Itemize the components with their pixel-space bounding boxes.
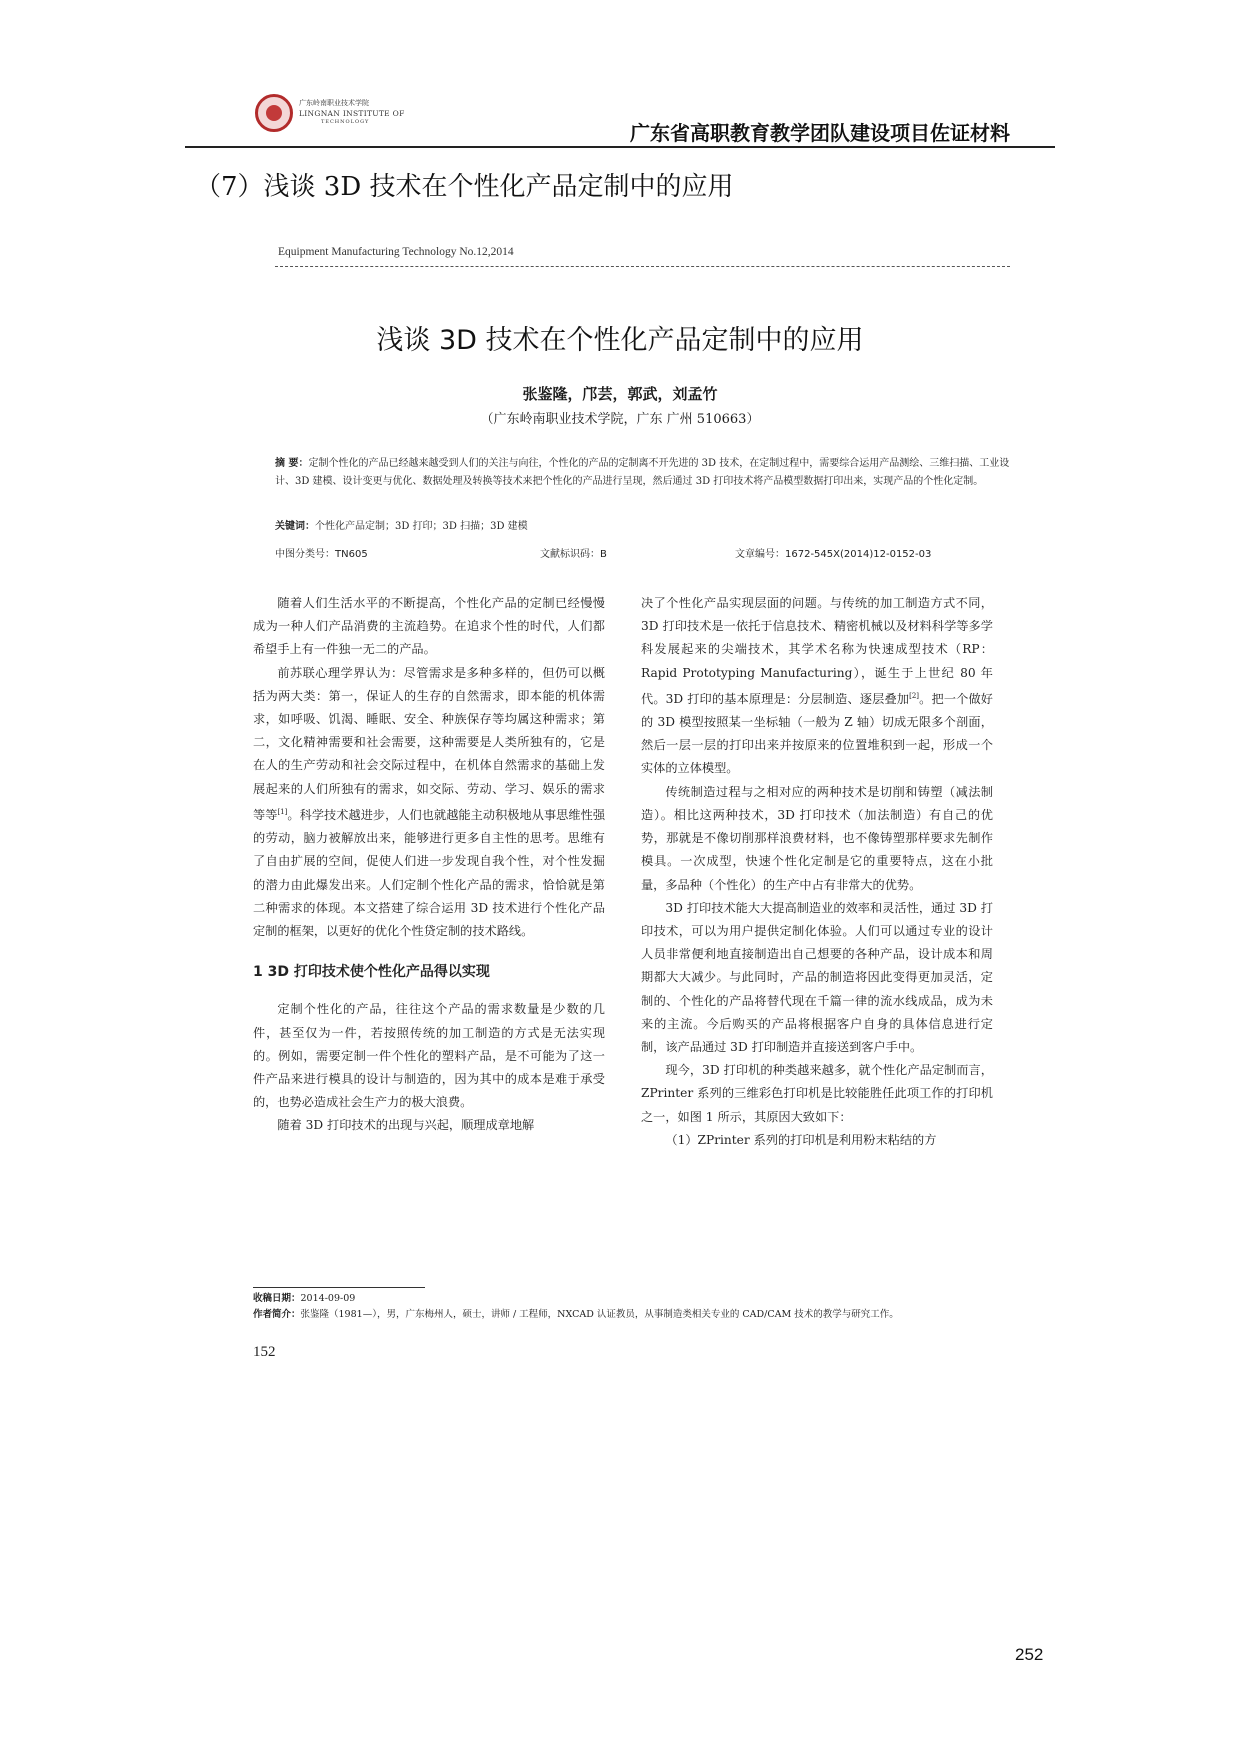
keywords-text: 个性化产品定制；3D 打印；3D 扫描；3D 建模: [315, 521, 528, 532]
logo-en2-text: TECHNOLOGY: [321, 119, 370, 125]
paragraph: 现今，3D 打印机的种类越来越多，就个性化产品定制而言，ZPrinter 系列的三维彩色打印机是比较能胜任此项工作的打印机之一，如图 1 所示，其原因大致如下：: [641, 1063, 993, 1124]
author-bio: [253, 1307, 1013, 1323]
logo-cn-text: 广东岭南职业技术学院: [299, 99, 369, 107]
page-number: 252: [1015, 1645, 1044, 1664]
received-date: [253, 1291, 1013, 1307]
paragraph-text: 。把一个做好的 3D 模型按照某一坐标轴（一般为 Z 轴）切成无限多个剖面，然后一层一层的打印出来并按原来的位置堆积到一起，形成一个实体的立体模型。: [641, 691, 993, 776]
article-authors: 张鉴隆，邝芸，郭武，刘孟竹: [522, 385, 718, 403]
seal-icon: [255, 94, 293, 132]
footnote: [253, 1291, 1013, 1323]
paragraph: [641, 592, 993, 781]
inner-page-number: 152: [253, 1344, 276, 1360]
logo-en-text: LINGNAN INSTITUTE OF: [299, 109, 405, 118]
paragraph: （1）ZPrinter 系列的打印机是利用粉末粘结的方: [665, 1132, 937, 1147]
body-column-left: [253, 592, 605, 1138]
abstract: [275, 455, 1010, 491]
paragraph: [253, 662, 605, 944]
paragraph: 随着 3D 打印技术的出现与兴起，顺理成章地解: [277, 1118, 535, 1133]
author-bio-text: 张鉴隆（1981—），男，广东梅州人，硕士，讲师 / 工程师，NXCAD 认证教员，从事制造类相关专业的 CAD/CAM 技术的教学与研究工作。: [300, 1309, 899, 1320]
header-title: 广东省高职教育教学团队建设项目佐证材料: [630, 121, 1010, 145]
abstract-text: 定制个性化的产品已经越来越受到人们的关注与向往，个性化的产品的定制离不开先进的 3D 技术，在定制过程中，需要综合运用产品测绘、三维扫描、工业设计、3D 建模、设计变更与优化、数据处理及转换等技术来把个性化的产品进行呈现，然后通过 3D 打印技术将产品模型数据打印出来，实现产品的个性化定制。: [275, 458, 1010, 487]
reference-marker: [2]: [909, 691, 920, 700]
article-affiliation: （广东岭南职业技术学院，广东 广州 510663）: [480, 412, 760, 427]
paragraph: 定制个性化的产品，往往这个产品的需求数量是少数的几件，甚至仅为一件，若按照传统的加工制造的方式是无法实现的。例如，需要定制一件个性化的塑料产品，是不可能为了这一件产品来进行模具的设计与制造的，因为其中的成本是难于承受的，也势必造成社会生产力的极大浪费。: [253, 1002, 605, 1110]
body-column-right: [641, 592, 993, 1152]
section-heading: 1 3D 打印技术使个性化产品得以实现: [253, 964, 490, 981]
institute-logo: [255, 94, 555, 134]
paragraph-text: 。科学技术越进步，人们也就越能主动积极地从事思维性强的劳动，脑力被解放出来，能够进行更多自主性的思考。思维有了自由扩展的空间，促使人们进一步发现自我个性，对个性发掘的潜力由此爆发出来。人们定制个性化产品的需求，恰恰就是第二种需求的体现。本文搭建了综合运用 3D 技术进行个性化产品定制的框架，以更好的优化个性贷定制的技术路线。: [253, 807, 606, 938]
paragraph-text: 前苏联心理学界认为：尽管需求是多种多样的，但仍可以概括为两大类：第一，保证人的生存的自然需求，即本能的机体需求，如呼吸、饥渴、睡眠、安全、种族保存等均属这种需求；第二，文化精神需要和社会需要，这种需要是人类所独有的，它是在人的生产劳动和社会交际过程中，在机体自然需求的基础上发展起来的人们所独有的需求，如交际、劳动、学习、娱乐的需求等等: [253, 665, 605, 822]
article-title: 浅谈 3D 技术在个性化产品定制中的应用: [376, 325, 864, 356]
author-bio-label: 作者简介：: [253, 1309, 301, 1320]
keywords: [275, 518, 1010, 536]
section-title: （7）浅谈 3D 技术在个性化产品定制中的应用: [195, 172, 734, 202]
received-label: 收稿日期：: [253, 1293, 301, 1304]
document-code: 文献标识码：B: [540, 549, 607, 560]
paragraph: 3D 打印技术能大大提高制造业的效率和灵活性，通过 3D 打印技术，可以为用户提供定制化体验。人们可以通过专业的设计人员非常便利地直接制造出自己想要的各种产品，设计成本和周期都大大减少。与此同时，产品的制造将因此变得更加灵活，定制的、个性化的产品将替代现在千篇一律的流水线成品，成为未来的主流。今后购买的产品将根据客户自身的具体信息进行定制，该产品通过 3D 打印制造并直接送到客户手中。: [641, 900, 993, 1054]
journal-divider: [275, 266, 1010, 268]
received-value: 2014-09-09: [300, 1293, 356, 1304]
footnote-divider: [253, 1287, 425, 1288]
classification-row: [275, 545, 1010, 561]
paragraph: 传统制造过程与之相对应的两种技术是切削和铸塑（减法制造）。相比这两种技术，3D 打印技术（加法制造）有自己的优势，那就是不像切削那样浪费材料，也不像铸塑那样要求先制作模具。一次成型，快速个性化定制是它的重要特点，这在小批量，多品种（个性化）的生产中占有非常大的优势。: [641, 784, 993, 892]
reference-marker: [1]: [277, 807, 288, 816]
header-divider: [185, 146, 1055, 148]
abstract-label: 摘 要：: [275, 458, 309, 469]
keywords-label: 关键词：: [275, 521, 315, 532]
clc-number: 中图分类号：TN605: [275, 549, 368, 560]
paragraph-text: 决了个性化产品实现层面的问题。与传统的加工制造方式不同，3D 打印技术是一依托于信息技术、精密机械以及材料科学等多学科发展起来的尖端技术，其学术名称为快速成型技术（RP：Rapid Prototyping Manufacturing），诞生于上世纪 80 年代。3D 打印的基本原理是：分层制造、逐层叠加: [641, 596, 993, 706]
journal-line: Equipment Manufacturing Technology No.12,2014: [278, 246, 514, 258]
paragraph: 随着人们生活水平的不断提高，个性化产品的定制已经慢慢成为一种人们产品消费的主流趋势。在追求个性的时代，人们都希望手上有一件独一无二的产品。: [253, 596, 605, 657]
article-number: 文章编号：1672-545X(2014)12-0152-03: [735, 549, 932, 560]
